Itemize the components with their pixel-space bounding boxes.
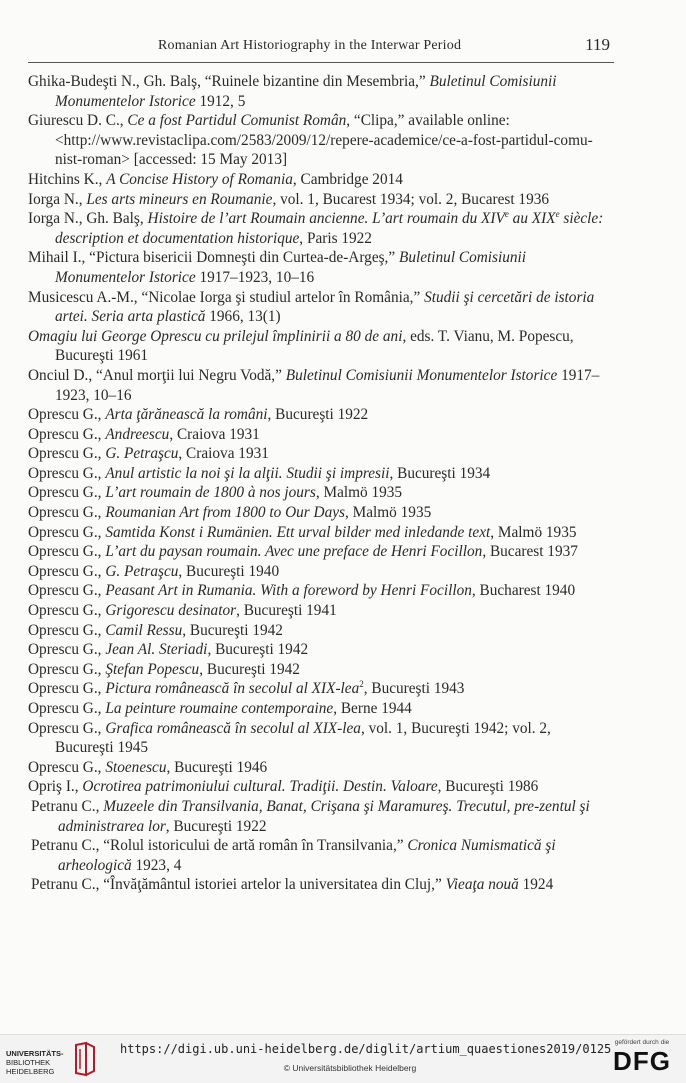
reference-entry bbox=[28, 699, 612, 719]
reference-text: , Malmö 1935 bbox=[490, 523, 577, 541]
reference-entry bbox=[28, 72, 612, 111]
reference-text: 1966, 13(1) bbox=[205, 308, 281, 326]
reference-text: Oprescu G., bbox=[28, 719, 106, 737]
reference-text: Oprescu G., bbox=[28, 641, 106, 659]
library-logo[interactable] bbox=[6, 1041, 98, 1077]
reference-text: 1924 bbox=[518, 876, 554, 894]
reference-title: Jean Al. Steriadi bbox=[105, 641, 208, 659]
reference-title: L’art roumain de 1800 à nos jours bbox=[105, 484, 316, 502]
reference-entry bbox=[28, 758, 612, 778]
reference-text: Hitchins K., bbox=[28, 170, 107, 188]
reference-entry bbox=[28, 581, 612, 601]
reference-entry bbox=[28, 562, 612, 582]
reference-text: , Berne 1944 bbox=[333, 700, 412, 717]
library-emblem-icon bbox=[72, 1041, 98, 1077]
reference-title: Les arts mineurs en Roumanie bbox=[86, 190, 273, 208]
funded-by-label: gefördert durch die bbox=[614, 1039, 670, 1046]
reference-title: Vieaţa nouă bbox=[445, 876, 519, 894]
reference-text: Oprescu G., bbox=[28, 406, 106, 424]
reference-text: Oprescu G., bbox=[28, 523, 106, 541]
reference-title: G. Petraşcu bbox=[105, 562, 179, 580]
reference-text: Oprescu G., bbox=[28, 602, 106, 620]
reference-text: Oprescu G., bbox=[28, 445, 106, 463]
reference-title: Buletinul Comisiunii Monumentelor Istorice bbox=[285, 366, 558, 384]
superscript: e bbox=[555, 209, 560, 220]
reference-entry bbox=[28, 601, 612, 621]
reference-entry bbox=[28, 542, 612, 562]
reference-text: , Malmö 1935 bbox=[344, 504, 432, 522]
reference-title: Samtida Konst i Rumänien. Ett urval bilder med inledande text bbox=[105, 523, 491, 541]
digitization-footer bbox=[0, 1034, 686, 1083]
reference-text: , Malmö 1935 bbox=[315, 484, 403, 502]
reference-text: , Bucureşti 1942 bbox=[207, 641, 309, 659]
reference-title: Histoire de l’art Roumain ancienne. L’art roumain du XIV bbox=[147, 210, 505, 228]
reference-title: A Concise History of Romania bbox=[106, 170, 293, 188]
reference-text: Petranu C., bbox=[31, 797, 104, 815]
reference-entry bbox=[28, 190, 612, 210]
reference-title: Anul artistic la noi şi la alţii. Studii şi impresii bbox=[105, 464, 390, 482]
dfg-logo[interactable] bbox=[604, 1039, 680, 1079]
reference-text: , Craiova 1931 bbox=[178, 445, 269, 463]
reference-entry bbox=[28, 209, 612, 248]
reference-text: Iorga N., Gh. Balş, bbox=[28, 210, 148, 228]
reference-entry bbox=[28, 483, 612, 503]
reference-text: Mihail I., “Pictura bisericii Domneşti din Curtea-de-Argeş,” bbox=[28, 249, 399, 267]
reference-text: 1923, 4 bbox=[131, 856, 182, 874]
reference-text: 1917–1923, 10–16 bbox=[195, 268, 315, 286]
reference-title: Ştefan Popescu bbox=[105, 660, 200, 678]
reference-text: Oprescu G., bbox=[28, 758, 106, 776]
reference-text: Petranu C., “Învăţământul istoriei artelor la universitatea din Cluj,” bbox=[31, 876, 446, 894]
reference-title: siècle: description et documentation historique bbox=[55, 210, 604, 247]
page-number: 119 bbox=[585, 35, 610, 54]
reference-title: La peinture roumaine contemporaine bbox=[105, 700, 334, 717]
running-title: Romanian Art Historiography in the Interwar Period bbox=[158, 38, 462, 53]
reference-title: L’art du paysan roumain. Avec une preface de Henri Focillon bbox=[105, 543, 483, 561]
reference-text: , Bucureşti 1940 bbox=[178, 562, 280, 580]
reference-entry bbox=[28, 660, 612, 680]
reference-entry bbox=[28, 719, 612, 758]
reference-text: 1912, 5 bbox=[195, 92, 246, 110]
reference-title: Grigorescu desinator bbox=[105, 602, 237, 620]
reference-text: Iorga N., bbox=[28, 190, 87, 208]
copyright-notice: © Universitätsbibliothek Heidelberg bbox=[283, 1063, 417, 1073]
running-header bbox=[28, 36, 614, 63]
library-logo-line2: BIBLIOTHEK bbox=[6, 1058, 51, 1067]
reference-text: Ghika-Budeşti N., Gh. Balş, “Ruinele bizantine din Mesembria,” bbox=[28, 73, 430, 90]
reference-text: , vol. 1, Bucureşti 1942; vol. 2, Bucureşti 1945 bbox=[55, 719, 551, 757]
reference-text: Oprescu G., bbox=[28, 425, 106, 443]
reference-text: , Bucharest 1940 bbox=[471, 582, 576, 600]
reference-entry bbox=[28, 327, 612, 366]
reference-text: Oprescu G., bbox=[28, 504, 106, 522]
reference-title: au XIX bbox=[508, 210, 556, 228]
reference-entry bbox=[28, 444, 612, 464]
bibliography-list bbox=[28, 72, 612, 895]
reference-title: Grafica românească în secolul al XIX-lea bbox=[105, 719, 361, 737]
reference-title: Stoenescu bbox=[105, 758, 167, 776]
reference-title: Roumanian Art from 1800 to Our Days bbox=[105, 504, 345, 522]
reference-text: Oprescu G., bbox=[28, 582, 106, 600]
reference-entry bbox=[28, 797, 612, 836]
reference-text: Oprescu G., bbox=[28, 660, 106, 678]
reference-text: Giurescu D. C., bbox=[28, 112, 128, 130]
reference-text: , Bucureşti 1922 bbox=[165, 817, 267, 835]
reference-title: Ocrotirea patrimoniului cultural. Tradiţii. Destin. Valoare bbox=[82, 778, 438, 796]
library-logo-line1: UNIVERSITÄTS- bbox=[6, 1049, 64, 1058]
reference-title: Peasant Art in Rumania. With a foreword by Henri Focillon bbox=[105, 582, 472, 600]
reference-text: , Bucureşti 1922 bbox=[267, 406, 369, 424]
reference-text: , eds. T. Vianu, M. Popescu, Bucureşti 1961 bbox=[55, 327, 574, 365]
reference-text: Oprescu G., bbox=[28, 562, 106, 580]
reference-entry bbox=[28, 366, 612, 405]
reference-title: Omagiu lui George Oprescu cu prilejul împlinirii a 80 de ani bbox=[28, 327, 403, 345]
reference-entry bbox=[28, 836, 612, 875]
reference-title: Camil Ressu bbox=[105, 621, 183, 639]
reference-text: Opriş I., bbox=[28, 778, 83, 796]
library-logo-line3: HEIDELBERG bbox=[6, 1067, 55, 1076]
reference-text: Oprescu G., bbox=[28, 543, 106, 561]
reference-title: Pictura românească în secolul al XIX-lea bbox=[105, 680, 360, 698]
reference-text: , Bucureşti 1942 bbox=[182, 621, 283, 639]
reference-text: , Bucureşti 1946 bbox=[166, 758, 268, 776]
reference-text: 1917–1923, 10–16 bbox=[55, 366, 600, 404]
superscript: e bbox=[504, 209, 509, 220]
reference-title: Buletinul Comisiunii Monumentelor Istorice bbox=[55, 249, 527, 286]
reference-entry bbox=[28, 679, 612, 699]
reference-title: Muzeele din Transilvania, Banat, Crişana şi Maramureş. Trecutul, pre-zentul şi administrarea lor bbox=[58, 797, 590, 835]
reference-entry bbox=[28, 288, 612, 327]
reference-entry bbox=[28, 640, 612, 660]
reference-entry bbox=[28, 170, 612, 190]
reference-text: , Bucarest 1937 bbox=[482, 543, 578, 561]
reference-title: Cronica Numismatică şi arheologică bbox=[58, 837, 556, 874]
reference-text: , Bucureşti 1942 bbox=[199, 660, 300, 678]
reference-text: Oprescu G., bbox=[28, 680, 106, 698]
permalink-url[interactable]: https://digi.ub.uni-heidelberg.de/diglit/artium_quaestiones2019/0125 bbox=[120, 1042, 612, 1056]
reference-text: Oprescu G., bbox=[28, 484, 106, 502]
library-logo-text bbox=[6, 1049, 64, 1076]
reference-text: Oprescu G., bbox=[28, 464, 106, 482]
reference-entry bbox=[28, 621, 612, 641]
reference-text: Musicescu A.-M., “Nicolae Iorga şi studiul artelor în România,” bbox=[28, 288, 425, 306]
reference-entry bbox=[28, 777, 612, 797]
reference-text: , Craiova 1931 bbox=[169, 425, 260, 443]
reference-text: , Cambridge 2014 bbox=[292, 170, 403, 188]
reference-text: , Bucureşti 1943 bbox=[363, 680, 465, 698]
reference-title: G. Petraşcu bbox=[105, 445, 179, 463]
reference-title: Ce a fost Partidul Comunist Român bbox=[127, 112, 347, 130]
reference-title: Studii şi cercetări de istoria artei. Seria arta plastică bbox=[55, 288, 595, 326]
reference-text: , vol. 1, Bucarest 1934; vol. 2, Bucarest 1936 bbox=[272, 190, 550, 208]
reference-entry bbox=[28, 523, 612, 543]
reference-text: , Bucureşti 1934 bbox=[389, 464, 491, 482]
reference-entry bbox=[28, 503, 612, 523]
reference-entry bbox=[28, 464, 612, 484]
reference-text: Oprescu G., bbox=[28, 700, 106, 717]
reference-text: , Paris 1922 bbox=[299, 229, 372, 247]
reference-text: , Bucureşti 1941 bbox=[236, 602, 337, 620]
reference-text: Oprescu G., bbox=[28, 621, 106, 639]
reference-text: , Bucureşti 1986 bbox=[437, 778, 539, 796]
dfg-logo-text: DFG bbox=[613, 1046, 671, 1076]
reference-entry bbox=[28, 875, 612, 895]
reference-entry bbox=[28, 405, 612, 425]
reference-entry bbox=[28, 111, 612, 170]
reference-title: Andreescu bbox=[105, 425, 170, 443]
reference-title: Buletinul Comisiunii Monumentelor Istorice bbox=[55, 73, 557, 110]
reference-text: , “Clipa,” available online: <http://www.revistaclipa.com/2583/2009/12/repere-academice/ce-a-fost-partidul-comu-nist-roman> [accessed: 15 May 2013] bbox=[55, 112, 593, 169]
reference-text: Onciul D., “Anul morţii lui Negru Vodă,” bbox=[28, 366, 286, 384]
reference-entry bbox=[28, 248, 612, 287]
reference-entry bbox=[28, 425, 612, 445]
superscript: 2 bbox=[359, 679, 364, 690]
reference-text: Petranu C., “Rolul istoricului de artă român în Transilvania,” bbox=[31, 837, 408, 855]
reference-title: Arta ţărănească la români bbox=[105, 406, 268, 424]
